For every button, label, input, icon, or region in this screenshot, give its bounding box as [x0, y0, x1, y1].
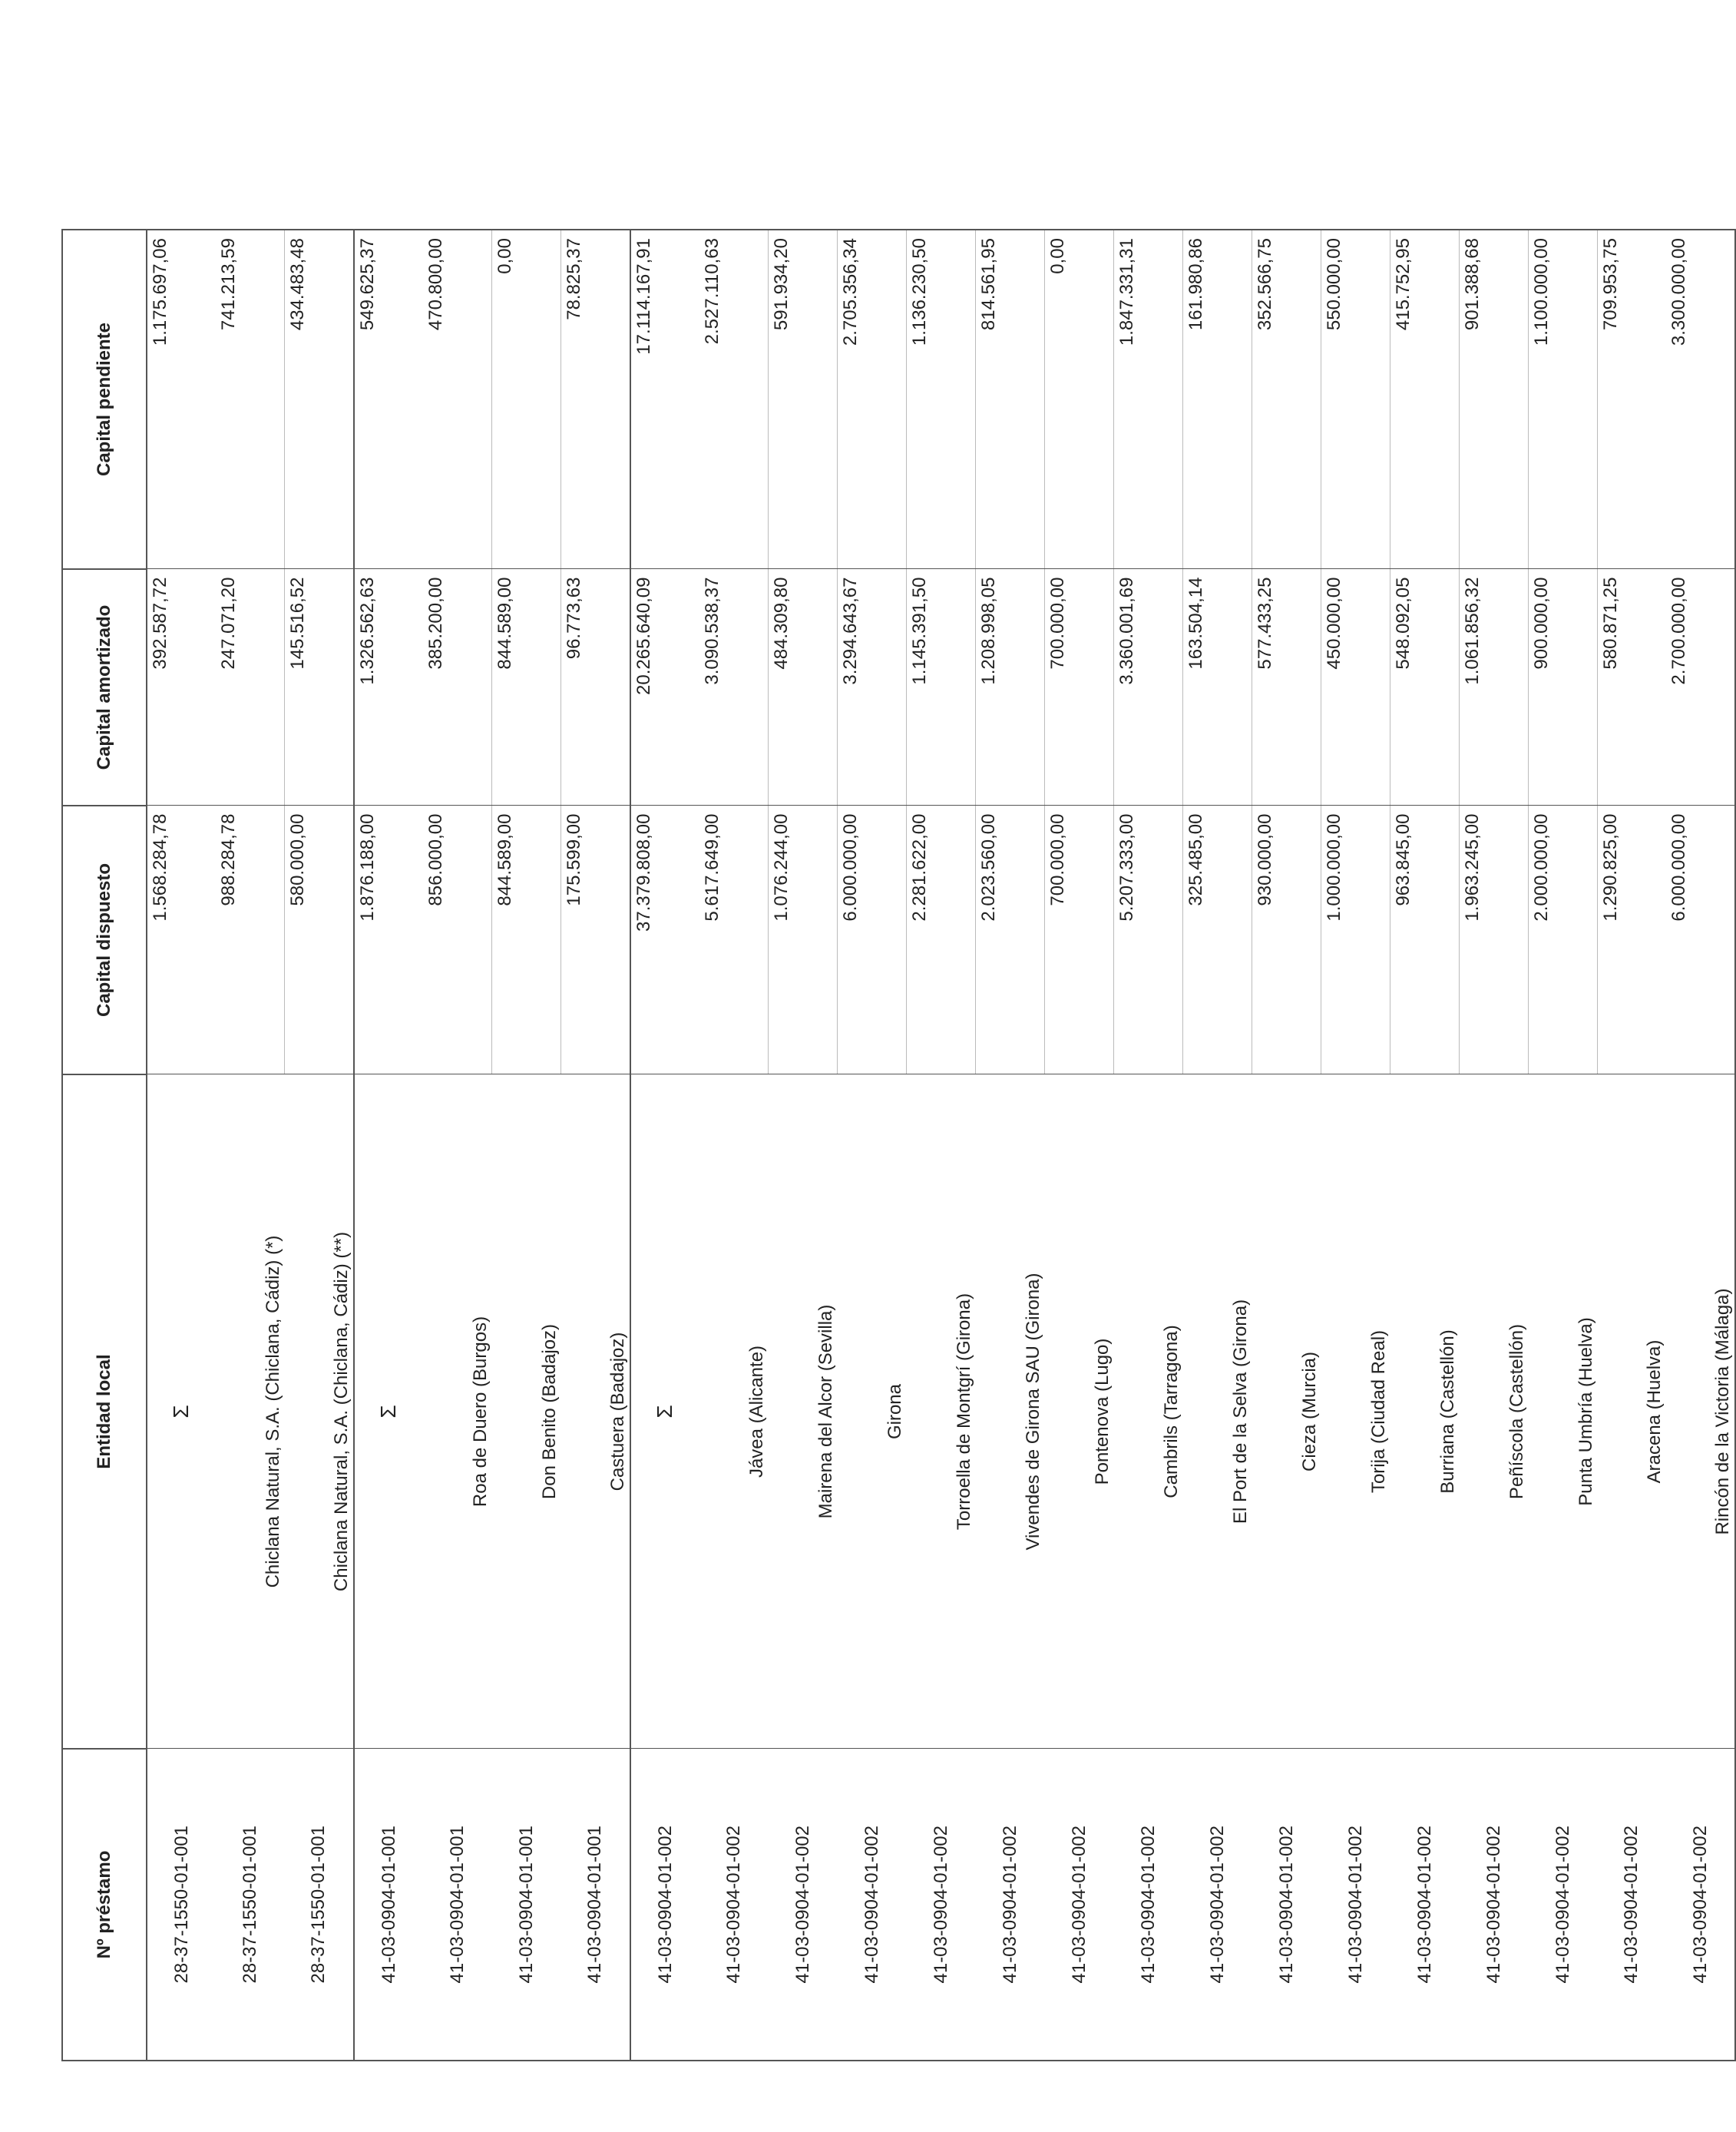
amortized-cell: 3.294.643,67: [838, 569, 907, 806]
entity-cell: Peñíscola (Castellón): [1460, 1074, 1529, 1749]
entity-cell: El Port de la Selva (Girona): [1183, 1074, 1252, 1749]
pending-cell: 1.175.697,06: [147, 230, 216, 569]
table-row: [699, 230, 769, 2061]
amortized-cell: 20.265.640,09: [630, 569, 699, 806]
disposed-cell: 2.281.622,00: [907, 806, 976, 1074]
loan-cell: 41-03-0904-01-001: [492, 1749, 561, 2061]
pending-cell: 1.847.331,31: [1114, 230, 1183, 569]
loan-cell: 41-03-0904-01-001: [423, 1749, 492, 2061]
header-amortized: Capital amortizado: [62, 569, 147, 806]
pending-cell: 0,00: [1045, 230, 1114, 569]
table-row: [976, 230, 1045, 2061]
loan-cell: 41-03-0904-01-002: [907, 1749, 976, 2061]
disposed-cell: 1.000.000,00: [1321, 806, 1390, 1074]
table-row: [1666, 230, 1735, 2061]
loan-cell: 28-37-1550-01-001: [216, 1749, 285, 2061]
loan-cell: 41-03-0904-01-001: [561, 1749, 631, 2061]
loan-cell: 41-03-0904-01-002: [630, 1749, 699, 2061]
disposed-cell: 5.617.649,00: [699, 806, 769, 1074]
entity-cell: Jávea (Alicante): [699, 1074, 769, 1749]
pending-cell: 17.114.167,91: [630, 230, 699, 569]
disposed-cell: 2.000.000,00: [1529, 806, 1598, 1074]
group-total-row: [354, 230, 423, 2061]
pending-cell: 814.561,95: [976, 230, 1045, 569]
loan-cell: 41-03-0904-01-002: [1321, 1749, 1390, 2061]
loan-cell: 41-03-0904-01-001: [354, 1749, 423, 2061]
disposed-cell: 844.589,00: [492, 806, 561, 1074]
pending-cell: 415.752,95: [1390, 230, 1460, 569]
entity-cell: Punta Umbría (Huelva): [1529, 1074, 1598, 1749]
loan-cell: 41-03-0904-01-002: [1252, 1749, 1321, 2061]
loan-cell: 41-03-0904-01-002: [976, 1749, 1045, 2061]
loan-cell: 28-37-1550-01-001: [285, 1749, 355, 2061]
header-disposed: Capital dispuesto: [62, 806, 147, 1074]
pending-cell: 2.527.110,63: [699, 230, 769, 569]
entity-cell: Σ: [630, 1074, 699, 1749]
entity-cell: Torija (Ciudad Real): [1321, 1074, 1390, 1749]
loan-cell: 41-03-0904-01-002: [1390, 1749, 1460, 2061]
amortized-cell: 392.587,72: [147, 569, 216, 806]
entity-cell: Σ: [354, 1074, 423, 1749]
disposed-cell: 856.000,00: [423, 806, 492, 1074]
table-row: [1321, 230, 1390, 2061]
table-row: [1252, 230, 1321, 2061]
amortized-cell: 844.589,00: [492, 569, 561, 806]
header-row: [62, 230, 147, 2061]
loan-cell: 41-03-0904-01-002: [1460, 1749, 1529, 2061]
entity-cell: Burriana (Castellón): [1390, 1074, 1460, 1749]
loan-cell: 41-03-0904-01-002: [1183, 1749, 1252, 2061]
disposed-cell: 930.000,00: [1252, 806, 1321, 1074]
disposed-cell: 963.845,00: [1390, 806, 1460, 1074]
table-row: [1598, 230, 1667, 2061]
entity-cell: Rincón de la Victoria (Málaga): [1666, 1074, 1735, 1749]
pending-cell: 591.934,20: [769, 230, 838, 569]
amortized-cell: 700.000,00: [1045, 569, 1114, 806]
disposed-cell: 2.023.560,00: [976, 806, 1045, 1074]
disposed-cell: 988.284,78: [216, 806, 285, 1074]
pending-cell: 1.136.230,50: [907, 230, 976, 569]
group-total-row: [630, 230, 699, 2061]
disposed-cell: 175.599,00: [561, 806, 631, 1074]
amortized-cell: 2.700.000,00: [1666, 569, 1735, 806]
table-row: [1529, 230, 1598, 2061]
loan-cell: 41-03-0904-01-002: [1529, 1749, 1598, 2061]
header-loan: Nº préstamo: [62, 1749, 147, 2061]
amortized-cell: 1.326.562,63: [354, 569, 423, 806]
disposed-cell: 700.000,00: [1045, 806, 1114, 1074]
pending-cell: 434.483,48: [285, 230, 355, 569]
pending-cell: 1.100.000,00: [1529, 230, 1598, 569]
pending-cell: 549.625,37: [354, 230, 423, 569]
disposed-cell: 37.379.808,00: [630, 806, 699, 1074]
pending-cell: 550.000,00: [1321, 230, 1390, 569]
table-row: [1114, 230, 1183, 2061]
amortized-cell: 1.208.998,05: [976, 569, 1045, 806]
table-row: [285, 230, 355, 2061]
loan-cell: 41-03-0904-01-002: [1598, 1749, 1667, 2061]
entity-cell: Torroella de Montgrí (Girona): [907, 1074, 976, 1749]
pending-cell: 78.825,37: [561, 230, 631, 569]
loan-cell: 41-03-0904-01-002: [1114, 1749, 1183, 2061]
table-row: [561, 230, 631, 2061]
entity-cell: Chiclana Natural, S.A. (Chiclana, Cádiz) (*): [216, 1074, 285, 1749]
pending-cell: 352.566,75: [1252, 230, 1321, 569]
table-row: [769, 230, 838, 2061]
entity-cell: Castuera (Badajoz): [561, 1074, 631, 1749]
pending-cell: 901.388,68: [1460, 230, 1529, 569]
loan-cell: 41-03-0904-01-002: [838, 1749, 907, 2061]
table-body: [147, 230, 1735, 2061]
table-row: [907, 230, 976, 2061]
pending-cell: 709.953,75: [1598, 230, 1667, 569]
amortized-cell: 484.309,80: [769, 569, 838, 806]
pending-cell: 0,00: [492, 230, 561, 569]
disposed-cell: 5.207.333,00: [1114, 806, 1183, 1074]
loan-cell: 41-03-0904-01-002: [1045, 1749, 1114, 2061]
amortized-cell: 1.145.391,50: [907, 569, 976, 806]
amortized-cell: 900.000,00: [1529, 569, 1598, 806]
disposed-cell: 1.568.284,78: [147, 806, 216, 1074]
amortized-cell: 145.516,52: [285, 569, 355, 806]
amortized-cell: 385.200,00: [423, 569, 492, 806]
entity-cell: Mairena del Alcor (Sevilla): [769, 1074, 838, 1749]
amortized-cell: 3.090.538,37: [699, 569, 769, 806]
disposed-cell: 1.876.188,00: [354, 806, 423, 1074]
table-row: [1183, 230, 1252, 2061]
loan-cell: 41-03-0904-01-002: [769, 1749, 838, 2061]
header-pending: Capital pendiente: [62, 230, 147, 569]
table-row: [492, 230, 561, 2061]
table-row: [838, 230, 907, 2061]
amortized-cell: 96.773,63: [561, 569, 631, 806]
table-row: [423, 230, 492, 2061]
loan-cell: 41-03-0904-01-002: [699, 1749, 769, 2061]
loans-table: [61, 229, 1736, 2061]
entity-cell: Aracena (Huelva): [1598, 1074, 1667, 1749]
entity-cell: Σ: [147, 1074, 216, 1749]
amortized-cell: 548.092,05: [1390, 569, 1460, 806]
entity-cell: Don Benito (Badajoz): [492, 1074, 561, 1749]
table-row: [216, 230, 285, 2061]
loan-cell: 41-03-0904-01-002: [1666, 1749, 1735, 2061]
pending-cell: 161.980,86: [1183, 230, 1252, 569]
entity-cell: Chiclana Natural, S.A. (Chiclana, Cádiz) (**): [285, 1074, 355, 1749]
header-entity: Entidad local: [62, 1074, 147, 1749]
disposed-cell: 1.963.245,00: [1460, 806, 1529, 1074]
entity-cell: Cieza (Murcia): [1252, 1074, 1321, 1749]
disposed-cell: 1.290.825,00: [1598, 806, 1667, 1074]
amortized-cell: 3.360.001,69: [1114, 569, 1183, 806]
group-total-row: [147, 230, 216, 2061]
amortized-cell: 1.061.856,32: [1460, 569, 1529, 806]
disposed-cell: 325.485,00: [1183, 806, 1252, 1074]
pending-cell: 2.705.356,34: [838, 230, 907, 569]
pending-cell: 470.800,00: [423, 230, 492, 569]
loan-cell: 28-37-1550-01-001: [147, 1749, 216, 2061]
entity-cell: Girona: [838, 1074, 907, 1749]
disposed-cell: 580.000,00: [285, 806, 355, 1074]
amortized-cell: 450.000,00: [1321, 569, 1390, 806]
table-row: [1390, 230, 1460, 2061]
entity-cell: Vivendes de Girona SAU (Girona): [976, 1074, 1045, 1749]
entity-cell: Pontenova (Lugo): [1045, 1074, 1114, 1749]
amortized-cell: 247.071,20: [216, 569, 285, 806]
amortized-cell: 577.433,25: [1252, 569, 1321, 806]
table-row: [1045, 230, 1114, 2061]
disposed-cell: 1.076.244,00: [769, 806, 838, 1074]
disposed-cell: 6.000.000,00: [1666, 806, 1735, 1074]
table-row: [1460, 230, 1529, 2061]
pending-cell: 741.213,59: [216, 230, 285, 569]
entity-cell: Cambrils (Tarragona): [1114, 1074, 1183, 1749]
disposed-cell: 6.000.000,00: [838, 806, 907, 1074]
amortized-cell: 580.871,25: [1598, 569, 1667, 806]
entity-cell: Roa de Duero (Burgos): [423, 1074, 492, 1749]
rotated-table-container: [61, 230, 1733, 2061]
pending-cell: 3.300.000,00: [1666, 230, 1735, 569]
amortized-cell: 163.504,14: [1183, 569, 1252, 806]
